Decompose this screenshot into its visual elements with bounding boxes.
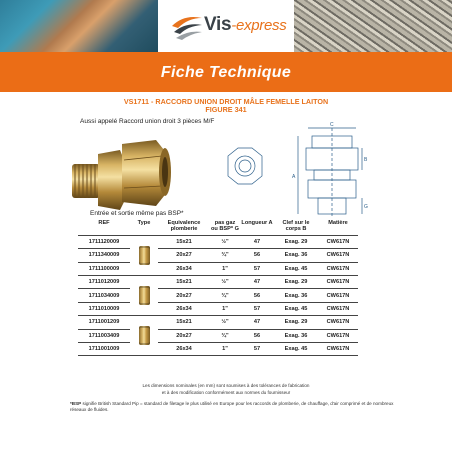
cell-eq: 15x21 xyxy=(158,316,210,329)
tolerance-note-2: et à des modification conformément aux normes du fournisseur xyxy=(161,390,291,395)
fitting-icon xyxy=(139,246,150,265)
cell-long: 56 xyxy=(240,249,274,262)
product-title: VS1711 - RACCORD UNION DROIT MÂLE FEMELLE LAITON xyxy=(123,97,329,106)
cell-long: 57 xyxy=(240,302,274,315)
cell-clef: Exag. 29 xyxy=(274,316,318,329)
cell-pas: ¾" xyxy=(210,249,240,262)
table-row xyxy=(78,289,358,302)
logo-swoosh-icon xyxy=(170,12,204,42)
cell-clef: Exag. 36 xyxy=(274,289,318,302)
cell-long: 56 xyxy=(240,329,274,342)
cell-clef: Exag. 29 xyxy=(274,235,318,248)
col-type: Type xyxy=(137,220,151,226)
cell-eq: 26x34 xyxy=(158,262,210,275)
col-clef: Clef sur le corps B xyxy=(282,220,310,233)
fitting-icon xyxy=(139,286,150,305)
cell-mat: CW617N xyxy=(318,316,358,329)
cell-mat: CW617N xyxy=(318,289,358,302)
cell-ref: 1711012009 xyxy=(78,275,130,288)
cell-pas: ¾" xyxy=(210,329,240,342)
bsp-definition: *BSP signifie British Standard Pip = standard de filetage le plus utilisé en Europe pour les raccords de plomberie, de chauffage, d'air comprimé et de nombreux réseaux de fluides. xyxy=(70,401,394,412)
cell-ref: 1711100009 xyxy=(78,262,130,275)
cell-pas: 1" xyxy=(210,262,240,275)
cell-eq: 15x21 xyxy=(158,275,210,288)
cell-ref: 1711001009 xyxy=(78,342,130,355)
cell-ref: 1711340009 xyxy=(78,249,130,262)
cell-eq: 20x27 xyxy=(158,289,210,302)
cell-eq: 20x27 xyxy=(158,329,210,342)
product-photo xyxy=(64,130,180,214)
col-equivalence: Equivalence plomberie xyxy=(167,220,201,233)
brand-name: Vis-express xyxy=(204,14,287,35)
cell-ref: 1711003409 xyxy=(78,329,130,342)
cell-long: 57 xyxy=(240,262,274,275)
col-matiere: Matière xyxy=(328,220,348,226)
fitting-icon xyxy=(139,326,150,345)
product-alias: Aussi appelé Raccord union droit 3 pièces M/F xyxy=(80,118,215,125)
cell-eq: 20x27 xyxy=(158,249,210,262)
col-ref: REF xyxy=(98,220,110,226)
cell-mat: CW617N xyxy=(318,329,358,342)
cell-clef: Exag. 45 xyxy=(274,302,318,315)
dimension-label-a: A xyxy=(292,174,296,180)
cell-long: 57 xyxy=(240,342,274,355)
dimension-label-b: B xyxy=(364,157,368,163)
cell-clef: Exag. 45 xyxy=(274,262,318,275)
col-pas: pas gaz ou BSP* G xyxy=(211,220,239,233)
cell-mat: CW617N xyxy=(318,275,358,288)
cell-ref: 1711120009 xyxy=(78,235,130,248)
page-title: Fiche Technique xyxy=(160,64,292,81)
cell-pas: ½" xyxy=(210,235,240,248)
cell-eq: 15x21 xyxy=(158,235,210,248)
cell-clef: Exag. 36 xyxy=(274,249,318,262)
technical-drawing xyxy=(212,118,392,218)
cell-mat: CW617N xyxy=(318,302,358,315)
thread-note: Entrée et sortie même pas BSP* xyxy=(90,210,184,217)
cell-long: 47 xyxy=(240,235,274,248)
cell-long: 47 xyxy=(240,316,274,329)
cell-eq: 26x34 xyxy=(158,302,210,315)
cell-clef: Exag. 45 xyxy=(274,342,318,355)
cell-eq: 26x34 xyxy=(158,342,210,355)
cell-ref: 1711001209 xyxy=(78,316,130,329)
cell-long: 56 xyxy=(240,289,274,302)
tolerance-note: Les dimensions nominales (en mm) sont soumises à des tolérances de fabrication xyxy=(142,383,310,388)
spec-table xyxy=(78,218,358,356)
cell-long: 47 xyxy=(240,275,274,288)
table-row xyxy=(78,329,358,342)
cell-clef: Exag. 29 xyxy=(274,275,318,288)
cell-pas: ¾" xyxy=(210,289,240,302)
cell-type xyxy=(130,275,158,315)
table-row xyxy=(78,235,358,248)
header-photo-tools xyxy=(0,0,158,52)
dimension-label-c: C xyxy=(330,122,334,128)
col-longueur: Longueur A xyxy=(241,220,273,226)
table-row xyxy=(78,302,358,315)
brand-logo[interactable] xyxy=(170,12,290,42)
table-row xyxy=(78,316,358,329)
header-photo-screws xyxy=(294,0,452,52)
cell-ref: 1711034009 xyxy=(78,289,130,302)
cell-pas: 1" xyxy=(210,342,240,355)
table-row xyxy=(78,249,358,262)
dimension-label-g: G xyxy=(364,204,368,210)
table-row xyxy=(78,275,358,288)
header xyxy=(0,0,452,52)
cell-mat: CW617N xyxy=(318,235,358,248)
table-row xyxy=(78,262,358,275)
cell-pas: ½" xyxy=(210,275,240,288)
cell-pas: 1" xyxy=(210,302,240,315)
title-banner xyxy=(0,52,452,92)
cell-ref: 1711010009 xyxy=(78,302,130,315)
cell-mat: CW617N xyxy=(318,249,358,262)
product-figure: FIGURE 341 xyxy=(205,105,247,114)
cell-pas: ½" xyxy=(210,316,240,329)
table-row xyxy=(78,342,358,355)
cell-clef: Exag. 36 xyxy=(274,329,318,342)
table-header-row xyxy=(78,218,358,235)
cell-mat: CW617N xyxy=(318,342,358,355)
cell-mat: CW617N xyxy=(318,262,358,275)
cell-type xyxy=(130,235,158,275)
cell-type xyxy=(130,316,158,356)
